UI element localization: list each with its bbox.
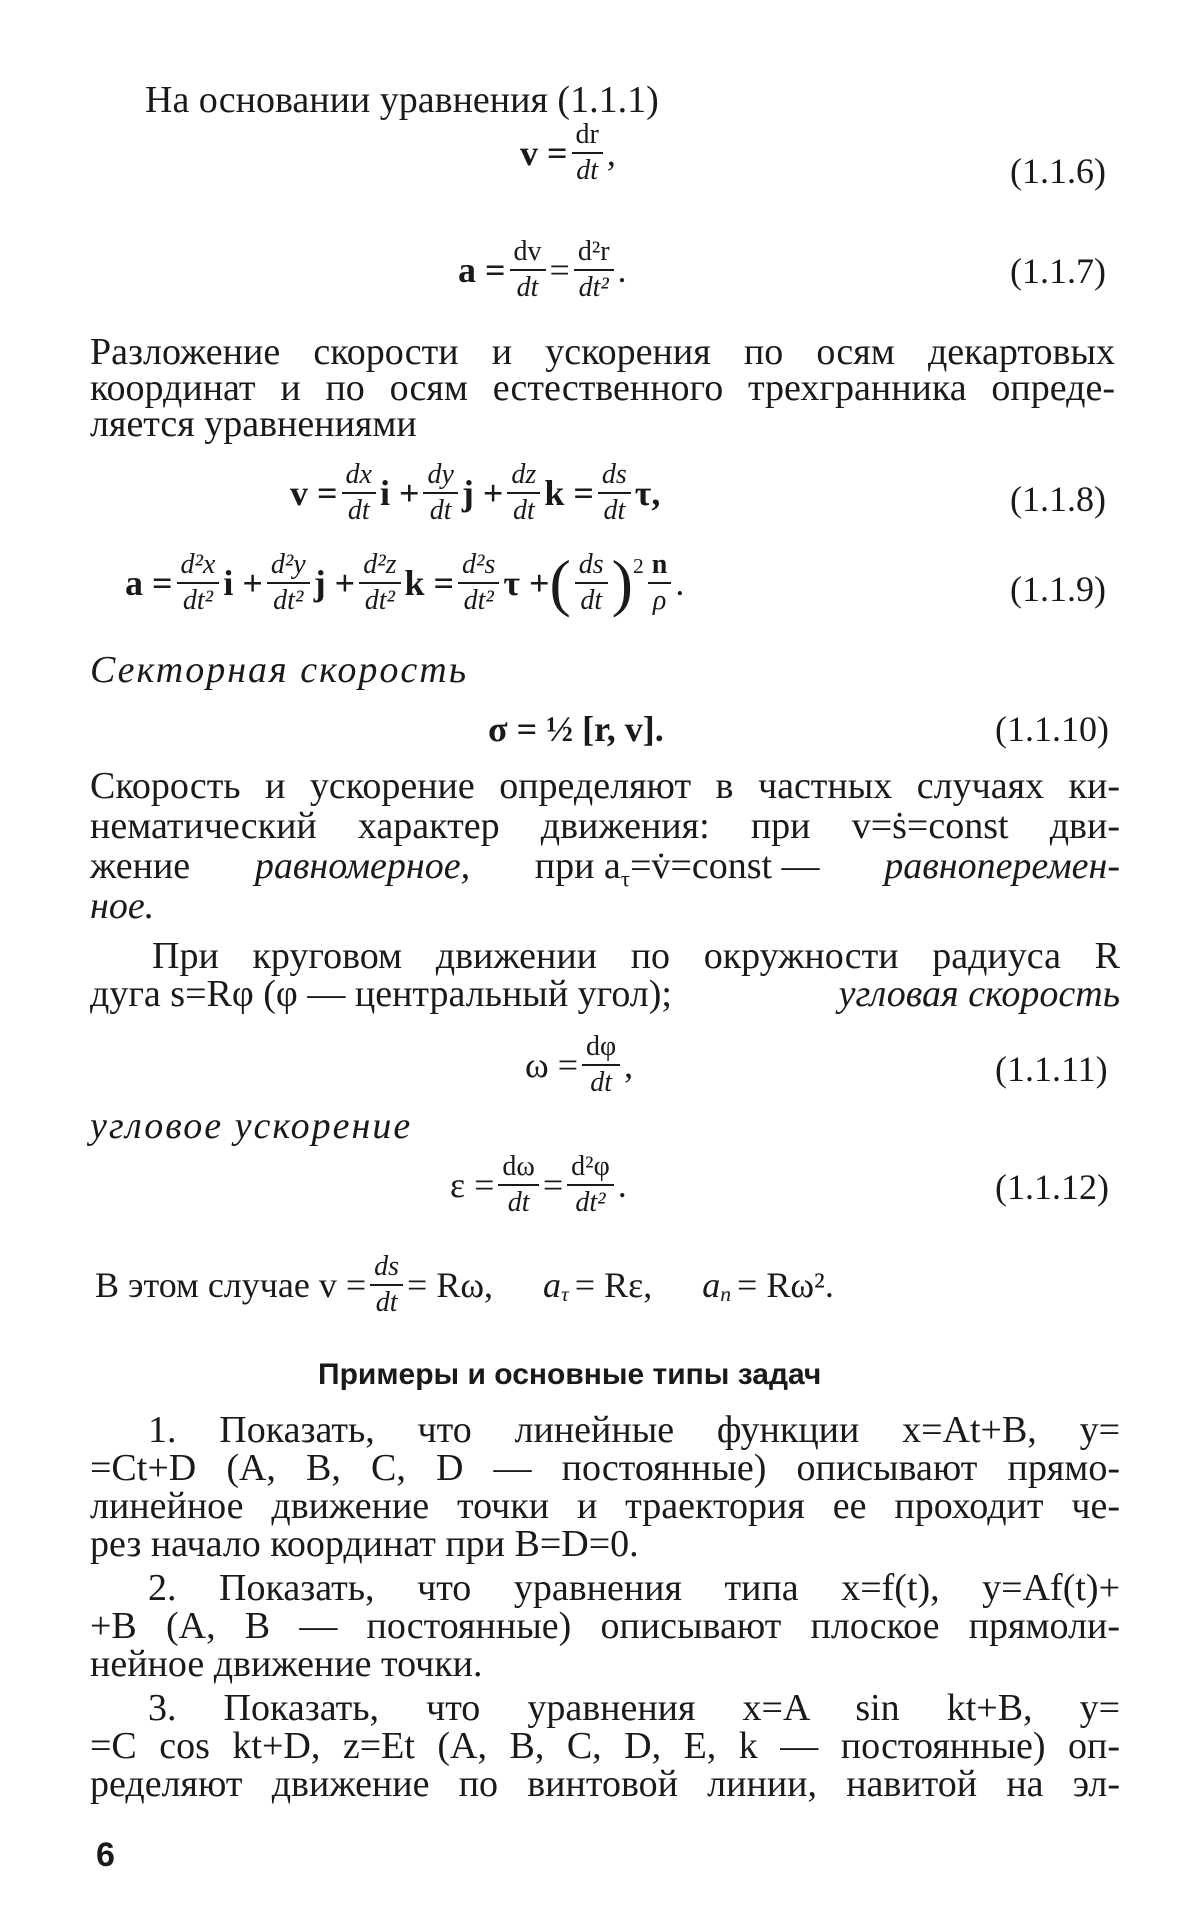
equation-circular-case: В этом случае v = $\frac{ds}{dt}$ = Rω, a $_\tau$ = Rε, a $_n$ = Rω². xyxy=(95,1251,834,1318)
equation-number: (1.1.9) xyxy=(1010,569,1106,609)
equation-number: (1.1.6) xyxy=(1010,151,1106,191)
paragraph-line: При круговом движении по окружности радиуса R xyxy=(152,935,1120,977)
paragraph-line: дуга s=Rφ (φ — центральный угол); угловая скорость xyxy=(90,973,1120,1015)
equation-number: (1.1.10) xyxy=(995,709,1109,749)
task-2-line: +B (A, B — постоянные) описывают плоское прямоли- xyxy=(90,1605,1120,1647)
task-3-line: ределяют движение по винтовой линии, навитой на эл- xyxy=(90,1763,1120,1805)
task-1-line: рез начало координат при B=D=0. xyxy=(90,1523,639,1565)
equation-1-1-11: ω = $\frac{d\varphi}{dt}$ , xyxy=(525,1031,634,1098)
eq-lhs: v = xyxy=(520,133,568,173)
paragraph-line: Разложение скорости и ускорения по осям декартовых xyxy=(90,331,1115,373)
right-paren: ) xyxy=(611,547,633,618)
intro-line: На основании уравнения (1.1.1) xyxy=(145,79,659,121)
equation-number: (1.1.7) xyxy=(1010,251,1106,291)
task-1-line: линейное движение точки и траектория ее проходит че- xyxy=(90,1485,1120,1527)
paragraph-line: координат и по осям естественного трехгранника опреде- xyxy=(90,367,1115,409)
left-paren: ( xyxy=(549,547,571,618)
fraction: $\frac{dr}{dt}$ xyxy=(572,118,603,188)
task-2-line: 2. Показать, что уравнения типа x=f(t), y=Af(t)+ xyxy=(148,1567,1120,1609)
subheading-angular-acceleration: угловое ускорение xyxy=(90,1105,413,1147)
equation-number: (1.1.12) xyxy=(995,1167,1109,1207)
task-1-line: =Ct+D (A, B, C, D — постоянные) описывают прямо- xyxy=(90,1447,1120,1489)
fraction: $\frac{dv}{dt}$ xyxy=(510,235,546,305)
task-3-line: 3. Показать, что уравнения x=A sin kt+B, y= xyxy=(148,1687,1120,1729)
equation-1-1-8: v = $\frac{dx}{dt}$ i + $\frac{dy}{dt}$ j + $\frac{dz}{dt}$ k = $\frac{ds}{dt}$ τ, xyxy=(290,459,661,526)
paragraph-line: жение равномерное, при $a_\tau=v̇=const$ — равноперемен- xyxy=(90,845,1120,892)
equation-1-1-7: a = $\frac{dv}{dt}$ = $\frac{\text{d²r}}{\text{dt²}}$ . xyxy=(458,236,627,303)
task-1-line: 1. Показать, что линейные функции x=At+B, y= xyxy=(148,1409,1120,1451)
paragraph-line: Скорость и ускорение определяют в частных случаях ки- xyxy=(90,765,1120,807)
fraction: $\frac{\text{d²r}}{\text{dt²}}$ xyxy=(574,235,614,305)
equation-number: (1.1.11) xyxy=(995,1049,1108,1089)
paragraph-line: ляется уравнениями xyxy=(90,403,417,445)
paragraph-line: нематический характер движения: при v=ṡ=const дви- xyxy=(90,805,1120,847)
equation-1-1-10: σ = ½ [r, v]. xyxy=(488,709,664,749)
section-heading: Примеры и основные типы задач xyxy=(318,1358,822,1391)
paragraph-line: ное. xyxy=(90,885,155,927)
equation-1-1-12: ε = $\frac{d\omega}{dt}$ = $\frac{\text{d²φ}}{\text{dt²}}$ . xyxy=(450,1151,627,1218)
task-2-line: нейное движение точки. xyxy=(90,1643,483,1685)
subheading-sector-velocity: Секторная скорость xyxy=(90,649,468,691)
equation-number: (1.1.8) xyxy=(1010,479,1106,519)
equation-1-1-6: v = $\frac{dr}{dt}$ , xyxy=(520,119,616,186)
equation-1-1-9: a = $\frac{\text{d²x}}{\text{dt²}}$ i + $\frac{\text{d²y}}{\text{dt²}}$ j + $\frac{\text{d²z}}{\text{dt²}}$ k = $\frac{\text{d²s}}{\text{dt²}}$ τ + ( $\frac{ds}{dt}$ ) $^2$ $\frac{n}{\rho}$ . xyxy=(125,547,685,618)
page-number: 6 xyxy=(96,1836,115,1874)
task-3-line: =C cos kt+D, z=Et (A, B, C, D, E, k — постоянные) оп- xyxy=(90,1725,1120,1767)
